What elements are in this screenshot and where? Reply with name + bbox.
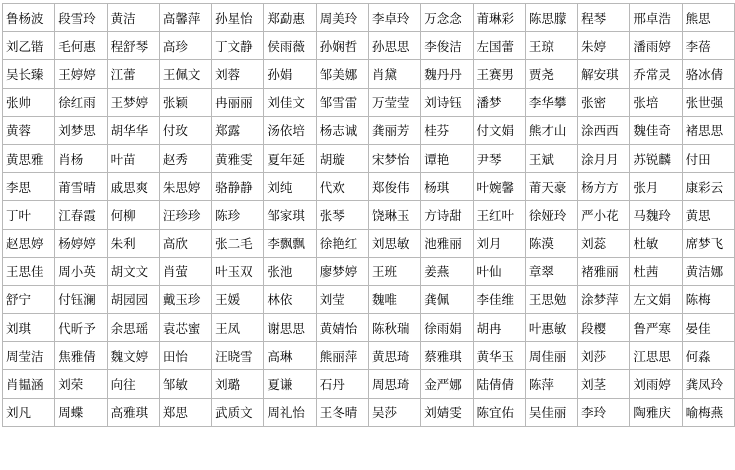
name-cell: 焦雅倩 [55,342,107,370]
name-cell: 黄蓉 [3,116,55,144]
name-cell: 刘茎 [578,370,630,398]
name-cell: 刘莎 [578,342,630,370]
name-cell: 邢卓浩 [630,4,682,32]
name-cell: 张密 [578,88,630,116]
table-row [3,398,735,426]
name-cell: 陈萍 [525,370,577,398]
name-cell: 高欣 [159,229,211,257]
name-cell: 赵秀 [159,144,211,172]
name-cell: 晏佳 [682,314,734,342]
name-cell: 高馨萍 [159,4,211,32]
table-row [3,88,735,116]
name-cell: 李卓玲 [368,4,420,32]
name-cell: 黄思雅 [3,144,55,172]
name-cell: 叶玉双 [212,257,264,285]
grid-body [3,4,735,427]
name-cell: 乔常灵 [630,60,682,88]
name-cell: 喻梅燕 [682,398,734,426]
name-cell: 孙娟 [264,60,316,88]
name-cell: 陶雅庆 [630,398,682,426]
name-cell: 戚思爽 [107,173,159,201]
name-cell: 谭艳 [421,144,473,172]
table-row [3,4,735,32]
name-cell: 向往 [107,370,159,398]
name-cell: 左国蕾 [473,32,525,60]
name-cell: 谢思思 [264,314,316,342]
name-cell: 陈珍 [212,201,264,229]
name-cell: 刘雨婷 [630,370,682,398]
name-cell: 周美玲 [316,4,368,32]
name-cell: 宋梦怡 [368,144,420,172]
name-cell: 孙娴哲 [316,32,368,60]
name-cell: 高琳 [264,342,316,370]
name-cell: 陈梅 [682,285,734,313]
name-cell: 舒宁 [3,285,55,313]
name-cell: 陈漠 [525,229,577,257]
name-cell: 王梦婷 [107,88,159,116]
name-cell: 叶苗 [107,144,159,172]
name-cell: 周思琦 [368,370,420,398]
name-cell: 毛何惠 [55,32,107,60]
name-cell: 熊思 [682,4,734,32]
name-cell: 邹美娜 [316,60,368,88]
name-cell: 高珍 [159,32,211,60]
name-cell: 付文娟 [473,116,525,144]
name-cell: 王婷婷 [55,60,107,88]
name-cell: 朱思婷 [159,173,211,201]
name-cell: 涂西西 [578,116,630,144]
name-cell: 杜敏 [630,229,682,257]
name-cell: 王赛男 [473,60,525,88]
name-cell: 段雪玲 [55,4,107,32]
name-cell: 杨婷婷 [55,229,107,257]
name-cell: 黄洁 [107,4,159,32]
name-cell: 金严娜 [421,370,473,398]
name-cell: 龚佩 [421,285,473,313]
name-cell: 王凤 [212,314,264,342]
name-cell: 付玫 [159,116,211,144]
name-cell: 骆静静 [212,173,264,201]
name-cell: 丁文静 [212,32,264,60]
name-cell: 付钰澜 [55,285,107,313]
name-cell: 肖杨 [55,144,107,172]
name-cell: 龚凤玲 [682,370,734,398]
name-cell: 刘蕊 [578,229,630,257]
name-cell: 熊丽萍 [316,342,368,370]
table-row [3,342,735,370]
name-cell: 丁叶 [3,201,55,229]
name-cell: 刘莹 [316,285,368,313]
name-cell: 莆琳彩 [473,4,525,32]
name-cell: 徐娅玲 [525,201,577,229]
name-cell: 胡园园 [107,285,159,313]
name-cell: 褚思思 [682,116,734,144]
name-cell: 代昕予 [55,314,107,342]
name-cell: 鲁杨波 [3,4,55,32]
name-cell: 刘纯 [264,173,316,201]
name-cell: 郑俊伟 [368,173,420,201]
name-cell: 冉丽丽 [212,88,264,116]
name-cell: 邹雪雷 [316,88,368,116]
name-cell: 侯雨薇 [264,32,316,60]
name-cell: 刘荣 [55,370,107,398]
name-cell: 刘琪 [3,314,55,342]
name-cell: 周佳丽 [525,342,577,370]
name-cell: 叶仙 [473,257,525,285]
name-cell: 王思佳 [3,257,55,285]
name-cell: 程琴 [578,4,630,32]
name-cell: 魏唯 [368,285,420,313]
name-cell: 莆天豪 [525,173,577,201]
name-cell: 李玲 [578,398,630,426]
name-cell: 骆冰倩 [682,60,734,88]
name-cell: 刘佳文 [264,88,316,116]
name-cell: 刘乙锴 [3,32,55,60]
name-cell: 张琴 [316,201,368,229]
name-cell: 康彩云 [682,173,734,201]
table-row [3,144,735,172]
name-cell: 汪晓雪 [212,342,264,370]
name-cell: 杨志诚 [316,116,368,144]
name-cell: 苏锐麟 [630,144,682,172]
name-cell: 姜燕 [421,257,473,285]
name-cell: 黄思 [682,201,734,229]
name-cell: 李思 [3,173,55,201]
name-cell: 席梦飞 [682,229,734,257]
name-cell: 夏年延 [264,144,316,172]
name-cell: 解安琪 [578,60,630,88]
name-cell: 张二毛 [212,229,264,257]
name-cell: 池雅丽 [421,229,473,257]
name-cell: 尹琴 [473,144,525,172]
name-cell: 张培 [630,88,682,116]
name-cell: 刘思敏 [368,229,420,257]
name-cell: 郑勐惠 [264,4,316,32]
name-cell: 胡冉 [473,314,525,342]
name-cell: 段樱 [578,314,630,342]
name-cell: 陈宜佑 [473,398,525,426]
name-cell: 贾尧 [525,60,577,88]
name-cell: 王佩文 [159,60,211,88]
name-cell: 万念念 [421,4,473,32]
name-cell: 潘梦 [473,88,525,116]
name-cell: 汪珍珍 [159,201,211,229]
name-cell: 龚丽芳 [368,116,420,144]
name-cell: 王琼 [525,32,577,60]
name-cell: 李俊洁 [421,32,473,60]
name-cell: 张世强 [682,88,734,116]
name-cell: 饶琳玉 [368,201,420,229]
name-cell: 褚雅丽 [578,257,630,285]
name-cell: 肖黛 [368,60,420,88]
name-cell: 杨方方 [578,173,630,201]
name-cell: 江蕾 [107,60,159,88]
name-cell: 万莹莹 [368,88,420,116]
name-cell: 朱利 [107,229,159,257]
name-cell: 黄思琦 [368,342,420,370]
name-cell: 章翠 [525,257,577,285]
name-cell: 张颖 [159,88,211,116]
name-cell: 武质文 [212,398,264,426]
name-cell: 左文娟 [630,285,682,313]
name-cell: 吴长臻 [3,60,55,88]
name-cell: 徐红雨 [55,88,107,116]
name-cell: 李飘飘 [264,229,316,257]
name-cell: 徐艳红 [316,229,368,257]
name-cell: 魏文婷 [107,342,159,370]
name-cell: 张帅 [3,88,55,116]
name-cell: 刘凡 [3,398,55,426]
name-cell: 周蝶 [55,398,107,426]
name-cell: 徐雨娟 [421,314,473,342]
name-cell: 杨琪 [421,173,473,201]
name-cell: 蔡雅琪 [421,342,473,370]
name-cell: 刘月 [473,229,525,257]
name-cell: 王斌 [525,144,577,172]
table-row [3,314,735,342]
name-cell: 程舒琴 [107,32,159,60]
name-cell: 魏丹丹 [421,60,473,88]
name-cell: 叶惠敏 [525,314,577,342]
name-cell: 杜茜 [630,257,682,285]
name-cell: 刘诗钰 [421,88,473,116]
name-cell: 陆倩倩 [473,370,525,398]
table-row [3,60,735,88]
name-cell: 孙星怡 [212,4,264,32]
name-cell: 胡文文 [107,257,159,285]
table-row [3,370,735,398]
name-cell: 王红叶 [473,201,525,229]
name-cell: 郑思 [159,398,211,426]
name-cell: 付田 [682,144,734,172]
name-cell: 江思思 [630,342,682,370]
name-cell: 戴玉珍 [159,285,211,313]
name-cell: 江春霞 [55,201,107,229]
name-cell: 陈思朦 [525,4,577,32]
name-cell: 邹敏 [159,370,211,398]
name-cell: 何柳 [107,201,159,229]
name-cell: 严小花 [578,201,630,229]
name-cell: 桂芬 [421,116,473,144]
name-cell: 鲁严寒 [630,314,682,342]
name-cell: 陈秋瑞 [368,314,420,342]
name-cell: 黄雅雯 [212,144,264,172]
name-cell: 肖韫涵 [3,370,55,398]
name-cell: 郑露 [212,116,264,144]
table-row [3,201,735,229]
name-cell: 田怡 [159,342,211,370]
name-cell: 林依 [264,285,316,313]
name-cell: 周莹洁 [3,342,55,370]
table-row [3,229,735,257]
name-cell: 涂月月 [578,144,630,172]
name-cell: 周小英 [55,257,107,285]
name-cell: 李华攀 [525,88,577,116]
name-cell: 邹家琪 [264,201,316,229]
name-cell: 刘蓉 [212,60,264,88]
name-cell: 马魏玲 [630,201,682,229]
name-cell: 李佳维 [473,285,525,313]
name-cell: 潘雨婷 [630,32,682,60]
name-cell: 王冬晴 [316,398,368,426]
table-row [3,285,735,313]
name-cell: 夏谦 [264,370,316,398]
name-cell: 廖梦婷 [316,257,368,285]
name-cell: 袁芯蜜 [159,314,211,342]
name-cell: 石丹 [316,370,368,398]
name-cell: 吴佳丽 [525,398,577,426]
name-cell: 刘梦思 [55,116,107,144]
name-cell: 王思勉 [525,285,577,313]
name-cell: 何淼 [682,342,734,370]
table-row [3,257,735,285]
table-row [3,32,735,60]
name-cell: 周礼怡 [264,398,316,426]
name-cell: 胡华华 [107,116,159,144]
name-cell: 黄华玉 [473,342,525,370]
name-cell: 魏佳奇 [630,116,682,144]
table-row [3,173,735,201]
name-cell: 王媛 [212,285,264,313]
table-row [3,116,735,144]
name-cell: 刘婧雯 [421,398,473,426]
name-cell: 张池 [264,257,316,285]
name-cell: 张月 [630,173,682,201]
name-cell: 熊才山 [525,116,577,144]
name-grid [2,3,735,427]
name-cell: 赵思婷 [3,229,55,257]
name-cell: 吴莎 [368,398,420,426]
name-cell: 胡璇 [316,144,368,172]
name-cell: 余思瑶 [107,314,159,342]
name-cell: 高雅琪 [107,398,159,426]
name-cell: 莆雪晴 [55,173,107,201]
name-cell: 叶婉馨 [473,173,525,201]
name-cell: 刘璐 [212,370,264,398]
name-cell: 黄婧怡 [316,314,368,342]
name-cell: 王班 [368,257,420,285]
name-cell: 汤依培 [264,116,316,144]
name-cell: 方诗甜 [421,201,473,229]
name-cell: 朱婷 [578,32,630,60]
name-cell: 代欢 [316,173,368,201]
name-cell: 涂梦萍 [578,285,630,313]
name-cell: 肖萤 [159,257,211,285]
name-cell: 孙思思 [368,32,420,60]
name-cell: 李蓓 [682,32,734,60]
name-cell: 黄洁娜 [682,257,734,285]
